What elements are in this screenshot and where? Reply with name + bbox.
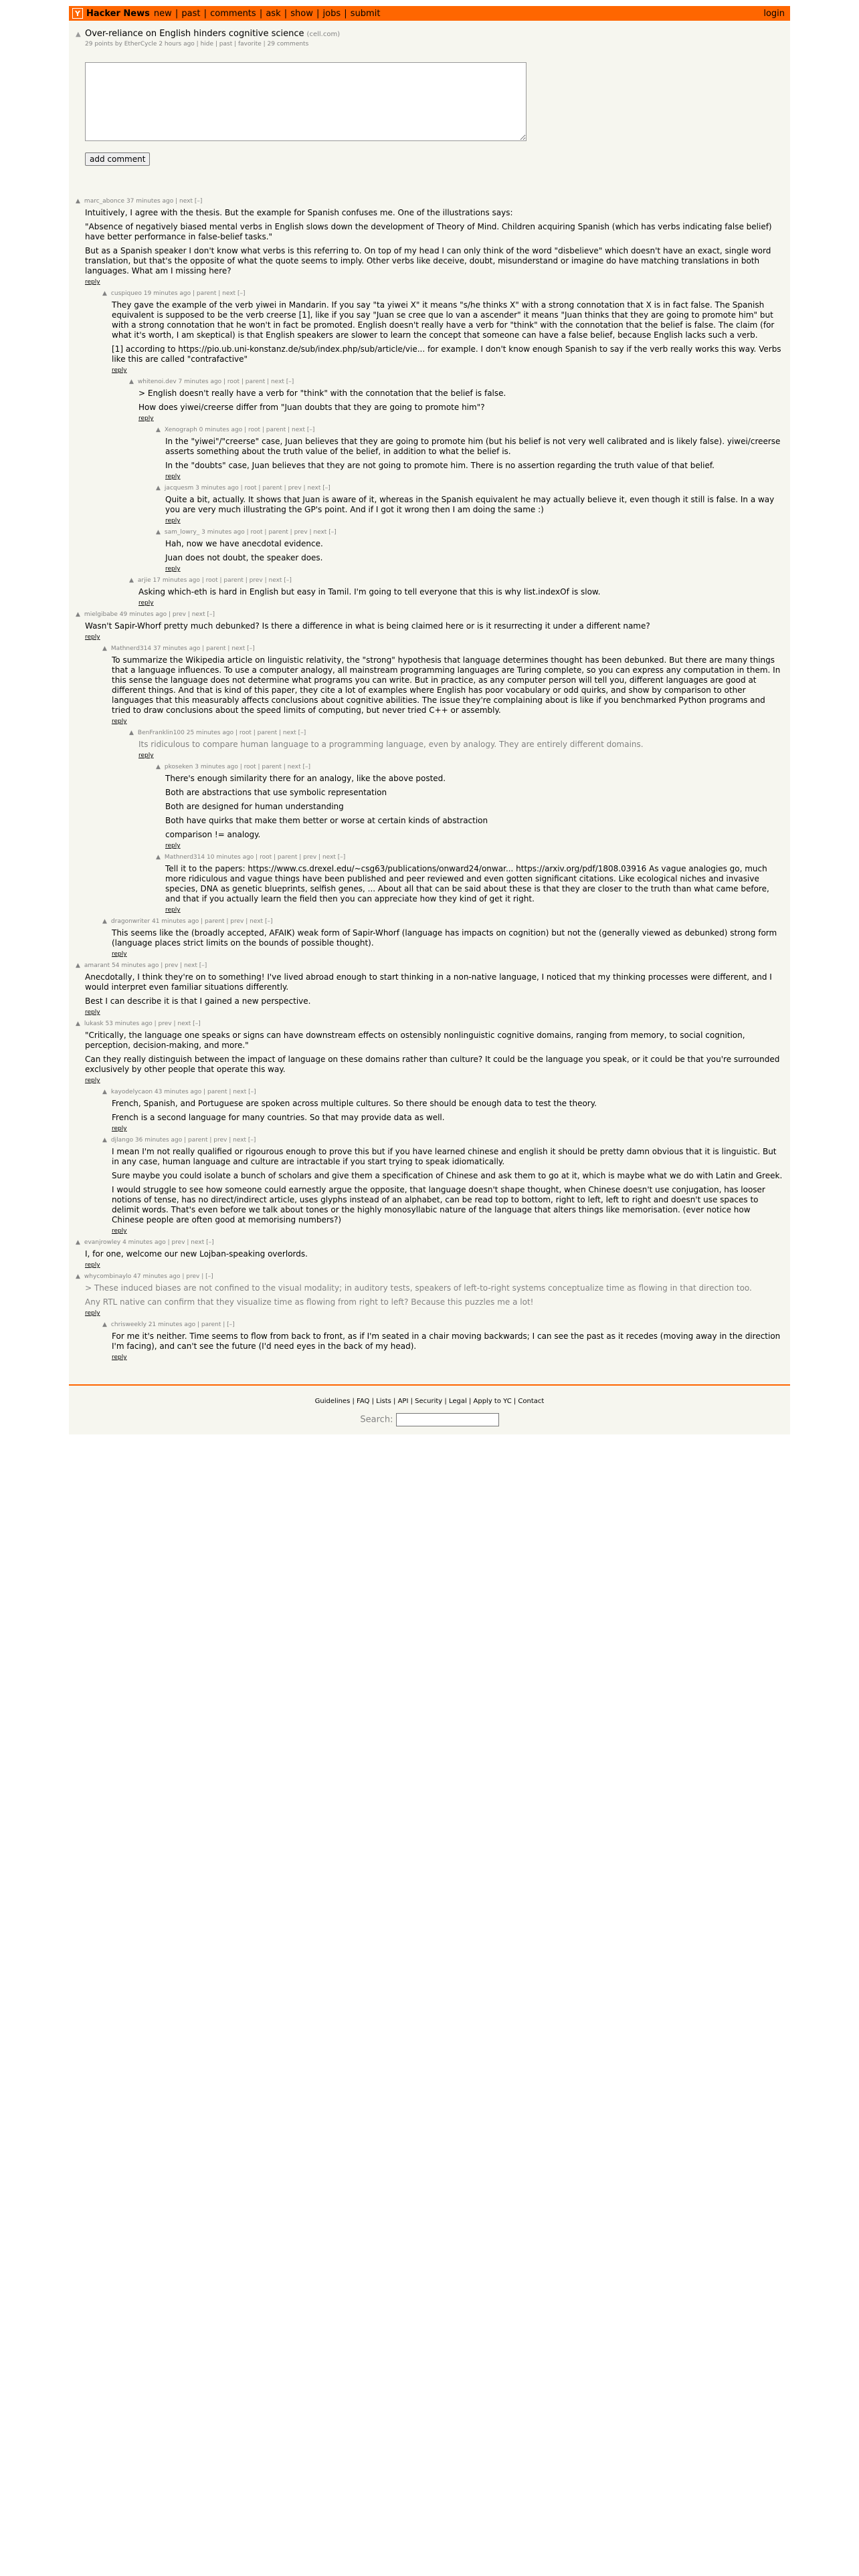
reply-link[interactable]: reply <box>85 1262 100 1269</box>
comment-paragraph: Both have quirks that make them better or worse at certain kinds of abstraction <box>165 816 488 825</box>
comment <box>129 730 783 759</box>
comment-paragraph: comparison != analogy. <box>165 830 261 839</box>
comment <box>129 577 783 607</box>
footer-separator: | <box>391 1398 398 1405</box>
reply-link[interactable]: reply <box>165 473 181 480</box>
comment-meta[interactable]: mielgibabe 49 minutes ago | prev | next [–] <box>84 611 215 618</box>
comment-meta[interactable]: Mathnerd314 37 minutes ago | parent | next [–] <box>110 645 255 652</box>
comment-paragraph: I would struggle to see how someone could earnestly argue the opposite, that language doesn't shape thought, when Chinese doesn't use conjugation, has looser notions of tense, has no direct/indirect article, uses glyphs instead of an alphabet, can be read top to bottom, right to left, left to right and doesn't use spaces to delimit words. That's even before we talk about tones or the highly monosyllabic nature of the language that alters things like memorisation. (ever notice how Chinese people are often good at memorising numbers?) <box>112 1185 765 1224</box>
add-comment-button[interactable]: add comment <box>85 152 150 166</box>
comment-paragraph: For me it's neither. Time seems to flow from back to front, as if I'm seated in a chair moving backwards; I can see the past as it recedes (moving away in the direction I'm facing), and can't see the future (I'd need eyes in the back of my head). <box>112 1331 781 1351</box>
upvote-arrow-icon[interactable]: ▲ <box>102 918 107 925</box>
nav-separator: | <box>341 8 350 19</box>
comment-paragraph: How does yiwei/creerse differ from "Juan doubts that they are going to promote him"? <box>138 403 485 412</box>
comment <box>156 854 783 914</box>
comment-meta[interactable]: Xenograph 0 minutes ago | root | parent | next [–] <box>164 427 315 433</box>
nav-separator: | <box>281 8 290 19</box>
reply-link[interactable]: reply <box>112 1228 127 1235</box>
upvote-arrow-icon[interactable]: ▲ <box>102 645 107 652</box>
upvote-arrow-icon[interactable]: ▲ <box>76 198 80 205</box>
footer-link[interactable]: Guidelines <box>314 1398 351 1405</box>
comment-meta[interactable]: BenFranklin100 25 minutes ago | root | parent | next [–] <box>137 730 306 736</box>
comment-paragraph: In the "yiwei"/"creerse" case, Juan believes that they are going to promote him (but his belief is not very well calibrated and is likely false). yiwei/creerse asserts something about the truth value of the belief, in addition to what the belief is. <box>165 437 781 456</box>
footer-link[interactable]: Contact <box>518 1398 545 1405</box>
reply-link[interactable]: reply <box>85 634 100 641</box>
reply-link[interactable]: reply <box>138 415 154 422</box>
comment-paragraph: "Absence of negatively biased mental verbs in English slows down the development of Theory of Mind. Children acquiring Spanish (which has verbs indicating false belief) have better performance in false-belief tasks." <box>85 222 772 241</box>
comment-meta[interactable]: amarant 54 minutes ago | prev | next [–] <box>84 962 207 969</box>
comment-paragraph: In the "doubts" case, Juan believes that they are not going to promote him. There is no assertion regarding the truth value of that belief. <box>165 461 714 470</box>
footer-link[interactable]: API <box>397 1398 409 1405</box>
comment-paragraph: I, for one, welcome our new Lojban-speaking overlords. <box>85 1249 308 1259</box>
comment-paragraph: Both are designed for human understanding <box>165 802 344 811</box>
reply-link[interactable]: reply <box>85 279 100 286</box>
comment-meta[interactable]: kayodelycaon 43 minutes ago | parent | next [–] <box>110 1089 256 1095</box>
footer-separator: | <box>350 1398 357 1405</box>
comment <box>129 379 783 422</box>
site-title[interactable]: Hacker News <box>86 8 150 19</box>
comment <box>156 764 783 849</box>
comment-text <box>112 1099 783 1123</box>
reply-link[interactable]: reply <box>138 752 154 759</box>
footer-separator: | <box>442 1398 449 1405</box>
comment-meta[interactable]: whitenoi.dev 7 minutes ago | root | parent | next [–] <box>137 379 294 385</box>
comment-paragraph: Its ridiculous to compare human language to a programming language, even by analogy. They are entirely different domains. <box>138 740 644 749</box>
footer-links <box>69 1398 790 1405</box>
comment-text <box>85 1031 783 1075</box>
story-title[interactable]: Over-reliance on English hinders cognitive science <box>85 29 304 39</box>
comment-paragraph: Hah, now we have anecdotal evidence. <box>165 539 323 548</box>
comment <box>102 1137 783 1235</box>
footer-link[interactable]: Legal <box>448 1398 467 1405</box>
comment-header <box>156 529 783 536</box>
comment-meta[interactable]: pkoseken 3 minutes ago | root | parent | next [–] <box>164 764 310 770</box>
comment-meta[interactable]: Mathnerd314 10 minutes ago | root | parent | prev | next [–] <box>164 854 346 861</box>
comment <box>102 645 783 725</box>
nav-link-past[interactable]: past <box>181 8 201 19</box>
comment-paragraph: Any RTL native can confirm that they visualize time as flowing from right to left? Because this puzzles me a lot! <box>85 1297 534 1307</box>
nav-link-submit[interactable]: submit <box>350 8 381 19</box>
comment-textarea[interactable] <box>85 62 527 141</box>
story-domain[interactable]: (cell.com) <box>306 31 341 38</box>
story-subtext: 29 points by EtherCycle 2 hours ago | hide | past | favorite | 29 comments <box>85 41 309 47</box>
footer-separator: | <box>369 1398 377 1405</box>
comment-paragraph: Wasn't Sapir-Whorf pretty much debunked? Is there a difference in what is being claimed here or is it resurrecting it under a different name? <box>85 621 650 631</box>
comment-paragraph: This seems like the (broadly accepted, AFAIK) weak form of Sapir-Whorf (language has impacts on cognition) but not the (generally viewed as debunked) strong form (language places strict limits on the bounds of possible thought). <box>112 928 777 948</box>
comment-paragraph: They gave the example of the verb yiwei in Mandarin. If you say "ta yiwei X" it means "s/he thinks X" with a strong connotation that X is in fact false. The Spanish equivalent is supposed to be the verb creerse [1], like if you say "Juan se cree que lo van a ascender" it means "Juan thinks that they are going to promote him" but with a strong connotation that he won't in fact be promoted. English doesn't really have a verb for "think" with the connotation that the belief is false. The claim (for what it's worth, I am skeptical) is that English speakers are slower to learn the concept that someone can have a false belief, because English lacks such a verb. <box>112 300 775 340</box>
search-box <box>69 1413 790 1426</box>
comment-meta[interactable]: evanjrowley 4 minutes ago | prev | next [–] <box>84 1239 214 1246</box>
upvote-arrow-icon[interactable]: ▲ <box>156 764 161 770</box>
comment-header <box>76 1239 783 1246</box>
story <box>69 21 790 166</box>
comment-header <box>102 645 783 652</box>
comment-header <box>76 198 783 205</box>
upvote-arrow-icon[interactable]: ▲ <box>102 1089 107 1095</box>
upvote-arrow-icon[interactable]: ▲ <box>129 730 134 736</box>
upvote-arrow-icon[interactable]: ▲ <box>76 1239 80 1246</box>
upvote-arrow-icon[interactable]: ▲ <box>156 485 161 492</box>
comment-header <box>129 379 783 385</box>
upvote-arrow-icon[interactable]: ▲ <box>156 427 161 433</box>
comment-paragraph: I mean I'm not really qualified or rigourous enough to prove this but if you have learned chinese and english it should be pretty damn obvious that it is linguistic. But in any case, human language and culture are intractable if you start trying to speak idiomatically. <box>112 1147 777 1166</box>
reply-link[interactable]: reply <box>112 951 127 958</box>
comment-paragraph: Sure maybe you could isolate a bunch of scholars and give them a specification of Chinese and ask them to go at it, which is maybe what we do with Latin and Greek. <box>112 1171 783 1180</box>
reply-link[interactable]: reply <box>165 566 181 572</box>
comment-tree <box>69 198 790 1378</box>
upvote-arrow-icon[interactable]: ▲ <box>156 529 161 536</box>
reply-link[interactable]: reply <box>112 367 127 374</box>
comment-header <box>76 611 783 618</box>
comment <box>76 1239 783 1269</box>
search-input[interactable] <box>396 1413 499 1426</box>
comment-text <box>165 774 783 840</box>
hn-main <box>69 6 790 1434</box>
comment-paragraph: French, Spanish, and Portuguese are spoken across multiple cultures. So there should be enough data to test the theory. <box>112 1099 597 1108</box>
comment-header <box>102 1137 783 1144</box>
comment-paragraph: Both are abstractions that use symbolic representation <box>165 788 387 797</box>
comment-meta[interactable]: djlango 36 minutes ago | parent | prev | next [–] <box>110 1137 256 1144</box>
nav-link-comments[interactable]: comments <box>210 8 256 19</box>
reply-link[interactable]: reply <box>165 907 181 914</box>
comment-meta[interactable]: cuspiqueo 19 minutes ago | parent | next [–] <box>110 290 246 297</box>
comment-paragraph: French is a second language for many countries. So that may provide data as well. <box>112 1113 445 1122</box>
upvote-arrow-icon[interactable]: ▲ <box>102 1321 107 1328</box>
comment-text <box>138 740 783 750</box>
comment <box>102 1321 783 1361</box>
reply-link[interactable]: reply <box>85 1310 100 1317</box>
search-label: Search: <box>360 1414 393 1425</box>
upvote-arrow-icon[interactable]: ▲ <box>156 854 161 861</box>
nav-separator: | <box>172 8 181 19</box>
footer-separator: | <box>408 1398 415 1405</box>
comment-text <box>165 864 783 904</box>
comment-meta[interactable]: whycombinaylo 47 minutes ago | prev | [–] <box>84 1273 213 1280</box>
comment-meta[interactable]: jacquesm 3 minutes ago | root | parent | prev | next [–] <box>164 485 330 492</box>
comment-meta[interactable]: marc_abonce 37 minutes ago | next [–] <box>84 198 203 205</box>
upvote-arrow-icon[interactable]: ▲ <box>102 1137 107 1144</box>
comment-header <box>156 485 783 492</box>
comment-header <box>76 1021 783 1027</box>
comment <box>76 1273 783 1317</box>
comment-paragraph: Tell it to the papers: https://www.cs.drexel.edu/~csg63/publications/onward24/onwar... https://arxiv.org/pdf/1808.03916 As vague analogies go, much more ridiculous and vague things have been published and peer reviewed and even gotten significant citations. Like ecological niches and invasive species, DNA as genetic blueprints, selfish genes, ... About all that can be said about these is that they are closer to the truth than what came before, and that if you actually learn the field then you can appreciate how they kind of get it right. <box>165 864 769 903</box>
comment-text <box>85 621 783 631</box>
comment-paragraph: There's enough similarity there for an analogy, like the above posted. <box>165 774 446 783</box>
comment-text <box>85 208 783 276</box>
comment-text <box>138 587 783 597</box>
comment-text <box>85 1283 783 1307</box>
comment-meta[interactable]: lukask 53 minutes ago | prev | next [–] <box>84 1021 201 1027</box>
y-logo-icon[interactable]: Y <box>72 8 83 19</box>
nav-link-show[interactable]: show <box>290 8 313 19</box>
comment-header <box>102 290 783 297</box>
comment-text <box>112 928 783 948</box>
reply-link[interactable]: reply <box>112 1354 127 1361</box>
comment-paragraph: To summarize the Wikipedia article on linguistic relativity, the "strong" hypothesis that language determines thought has been debunked. But there are many things that a language influences. To use a computer analogy, all mainstream programming languages are Turing complete, so you can express any computation in them. In this sense the language does not determine what programs you can write. But in practice, as any computer person will tell you, different languages are good at different things. And that is kind of this paper, they cite a lot of examples where English has poor vocabulary or odd quirks, and show by comparison to other languages that this measurably affects conclusions about cognitive abilities. The issue they're complaining about is like if you benchmarked Python programs and tried to draw conclusions about the speed limits of computing, but never tried C++ or assembly. <box>112 655 781 715</box>
comment-text <box>165 539 783 563</box>
comment-paragraph: > These induced biases are not confined to the visual modality; in auditory tests, speakers of left-to-right systems conceptualize time as flowing in that direction too. <box>85 1283 752 1293</box>
comment-text <box>85 972 783 1006</box>
comment-paragraph: > English doesn't really have a verb for "think" with the connotation that the belief is false. <box>138 389 506 398</box>
comment-paragraph: Asking which-eth is hard in English but easy in Tamil. I'm going to tell everyone that this is why list.indexOf is slow. <box>138 587 601 597</box>
comment-header <box>156 854 783 861</box>
upvote-arrow-icon[interactable]: ▲ <box>76 1273 80 1280</box>
comment <box>156 529 783 572</box>
comment <box>102 290 783 374</box>
footer-link[interactable]: Security <box>415 1398 443 1405</box>
footer-link[interactable]: Lists <box>376 1398 391 1405</box>
comment-header <box>129 730 783 736</box>
nav-link-new[interactable]: new <box>153 8 172 19</box>
nav-separator: | <box>313 8 322 19</box>
comment <box>156 427 783 480</box>
comment <box>76 1021 783 1084</box>
comment-text <box>165 437 783 471</box>
comment <box>76 962 783 1016</box>
comment-paragraph: Best I can describe it is that I gained a new perspective. <box>85 996 311 1006</box>
comment-text <box>112 1331 783 1352</box>
login-link[interactable]: login <box>763 8 785 19</box>
footer <box>69 1384 790 1434</box>
comment <box>76 611 783 641</box>
comment <box>102 1089 783 1132</box>
comment-header <box>102 918 783 925</box>
comment-text <box>112 1147 783 1225</box>
reply-link[interactable]: reply <box>85 1077 100 1084</box>
comment-meta[interactable]: chrisweekly 21 minutes ago | parent | [–] <box>110 1321 235 1328</box>
nav-separator: | <box>201 8 210 19</box>
comment-text <box>85 1249 783 1259</box>
comment-paragraph: Can they really distinguish between the impact of language on these domains rather than culture? It could be the language you speak, or it could be that you're surrounded exclusively by other people that operate this way. <box>85 1055 780 1074</box>
nav-links <box>154 9 381 19</box>
comment-paragraph: [1] according to https://pio.ub.uni-konstanz.de/sub/index.php/sub/article/vie... for example. I don't know enough Spanish to say if the verb really works this way. Verbs like this are called "contrafactive" <box>112 344 781 364</box>
comment-header <box>156 427 783 433</box>
upvote-arrow-icon[interactable]: ▲ <box>76 611 80 618</box>
nav-link-jobs[interactable]: jobs <box>322 8 341 19</box>
comment-text <box>165 495 783 515</box>
comment-text <box>138 389 783 413</box>
comment-paragraph: "Critically, the language one speaks or signs can have downstream effects on ostensibly nonlinguistic cognitive domains, ranging from memory, to social cognition, perception, decision-making, and more." <box>85 1031 745 1050</box>
footer-link[interactable]: FAQ <box>357 1398 370 1405</box>
comment-header <box>156 764 783 770</box>
footer-separator: | <box>511 1398 518 1405</box>
comment <box>76 198 783 286</box>
reply-link[interactable]: reply <box>165 518 181 524</box>
comment-paragraph: But as a Spanish speaker I don't know what verbs is this referring to. On top of my head I can only think of the word "disbelieve" which doesn't have an exact, single word translation, but that's the opposite of what the quote seems to imply. Other verbs like deceive, doubt, misunderstand or imagine do have matching translations in both languages. What am I missing here? <box>85 246 771 276</box>
comment-header <box>76 962 783 969</box>
nav-link-ask[interactable]: ask <box>266 8 281 19</box>
comment-paragraph: Juan does not doubt, the speaker does. <box>165 553 323 562</box>
footer-link[interactable]: Apply to YC <box>473 1398 512 1405</box>
comment-header <box>102 1321 783 1328</box>
comment-header <box>76 1273 783 1280</box>
comment-meta[interactable]: arjie 17 minutes ago | root | parent | prev | next [–] <box>137 577 292 584</box>
comment <box>156 485 783 524</box>
reply-link[interactable]: reply <box>165 843 181 849</box>
comment <box>102 918 783 958</box>
upvote-arrow-icon[interactable]: ▲ <box>76 962 80 969</box>
top-bar <box>69 6 790 21</box>
comment-paragraph: Intuitively, I agree with the thesis. But the example for Spanish confuses me. One of the illustrations says: <box>85 208 513 217</box>
upvote-arrow-icon[interactable]: ▲ <box>76 31 81 38</box>
comment-header <box>102 1089 783 1095</box>
nav-separator: | <box>256 8 266 19</box>
reply-link[interactable]: reply <box>138 600 154 607</box>
footer-separator: | <box>466 1398 474 1405</box>
reply-link[interactable]: reply <box>85 1009 100 1016</box>
comment-form <box>85 62 790 166</box>
comment-paragraph: Quite a bit, actually. It shows that Juan is aware of it, whereas in the Spanish equivalent he may actually believe it, even though it still is false. In a way you are very much illustrating the GP's point. And if I got it wrong then I am doing the same :) <box>165 495 775 514</box>
upvote-arrow-icon[interactable]: ▲ <box>129 577 134 584</box>
comment-text <box>112 300 783 364</box>
comment-header <box>129 577 783 584</box>
comment-text <box>112 655 783 716</box>
comment-paragraph: Anecdotally, I think they're on to something! I've lived abroad enough to start thinking in a non-native language, I noticed that my thinking processes were different, and I would interpret even familiar situations differently. <box>85 972 772 992</box>
upvote-arrow-icon[interactable]: ▲ <box>76 1021 80 1027</box>
comment-meta[interactable]: dragonwriter 41 minutes ago | parent | prev | next [–] <box>110 918 273 925</box>
reply-link[interactable]: reply <box>112 718 127 725</box>
upvote-arrow-icon[interactable]: ▲ <box>129 379 134 385</box>
upvote-arrow-icon[interactable]: ▲ <box>102 290 107 297</box>
comment-meta[interactable]: sam_lowry_ 3 minutes ago | root | parent | prev | next [–] <box>164 529 337 536</box>
reply-link[interactable]: reply <box>112 1125 127 1132</box>
